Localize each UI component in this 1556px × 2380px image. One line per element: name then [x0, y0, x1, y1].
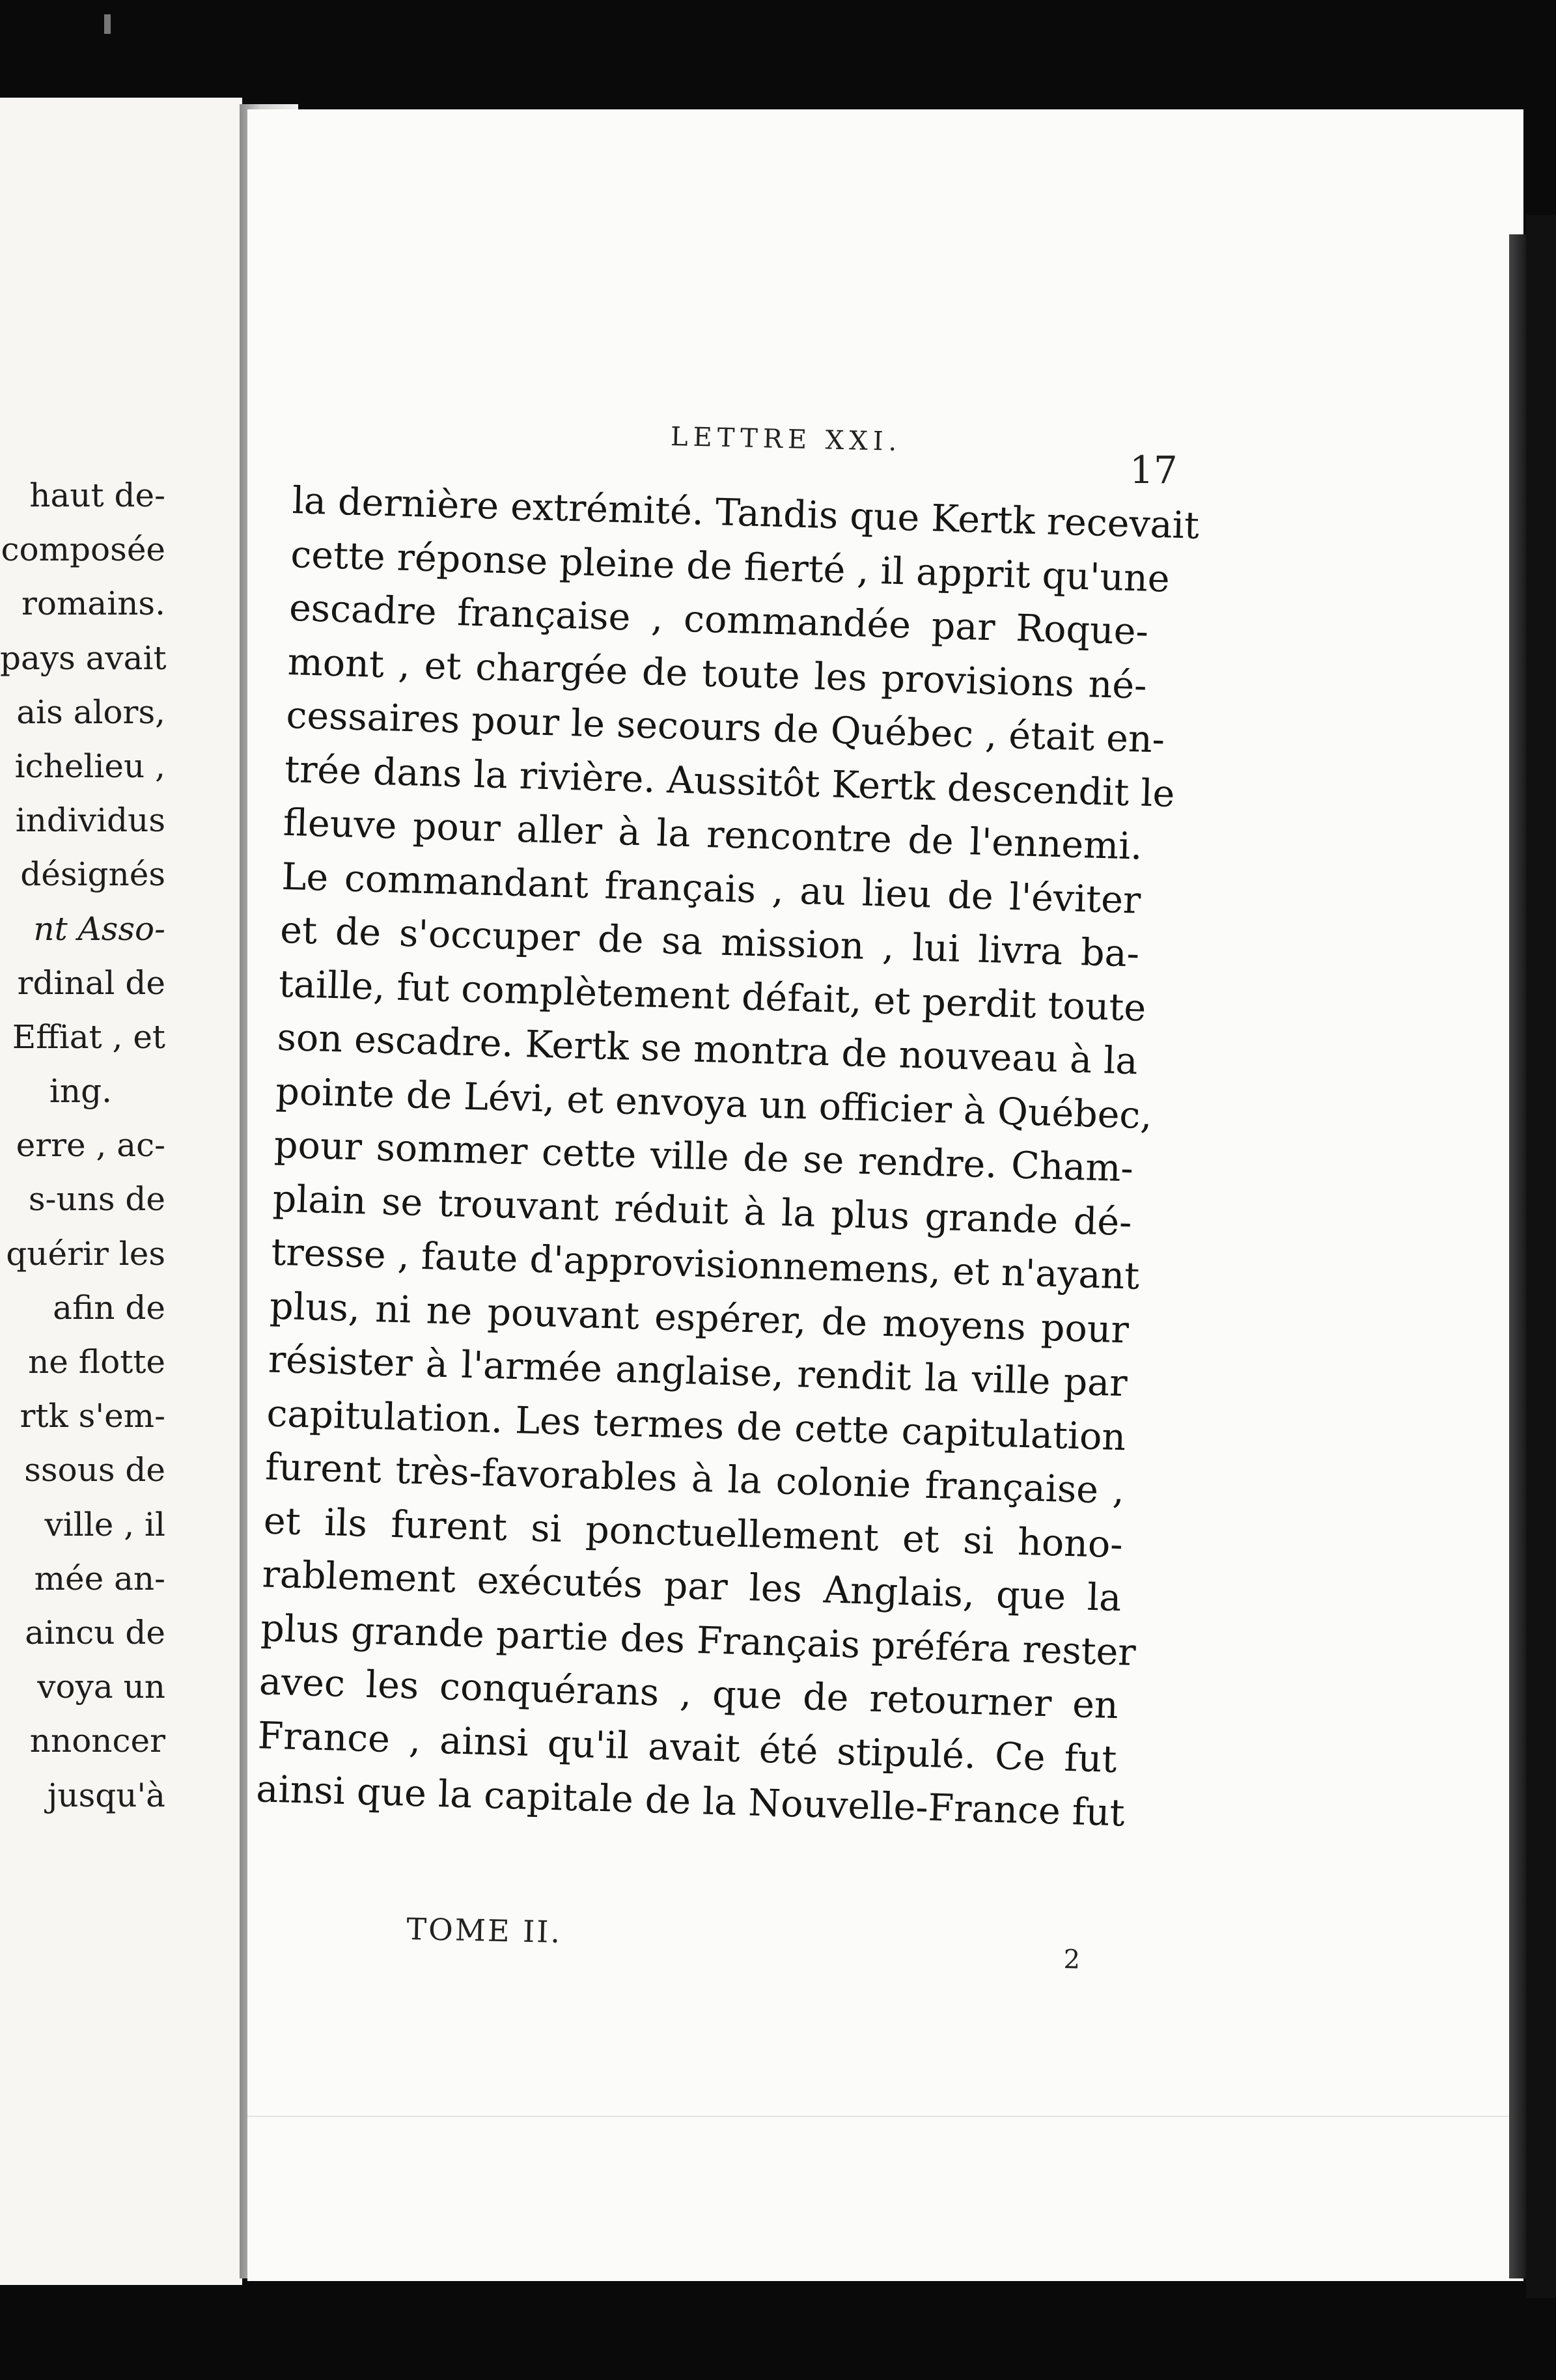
text-line: trée dans la rivière. Aussitôt Kertk descendit le [284, 747, 1176, 816]
left-text-line: aincu de [25, 1613, 165, 1652]
text-line: escadre française , commandée par Roque- [288, 586, 1149, 654]
left-facing-page [0, 98, 242, 2285]
text-line: mont , et chargée de toute les provisions né- [287, 640, 1148, 708]
text-line: la dernière extrémité. Tandis que Kertk recevait [291, 478, 1200, 547]
text-line: et ils furent si ponctuellement et si hono- [263, 1499, 1124, 1566]
page-number: 17 [1130, 448, 1178, 492]
text-line: pointe de Lévi, et envoya un officier à Québec, [275, 1070, 1153, 1137]
left-text-line: erre , ac- [16, 1126, 165, 1165]
text-line: plus, ni ne pouvant espérer, de moyens pour [269, 1284, 1130, 1351]
text-line: et de s'occuper de sa mission , lui livra ba- [279, 908, 1140, 976]
left-text-line: pays avait [0, 639, 167, 677]
text-line: France , ainsi qu'il avait été stipulé. Ce fut [257, 1713, 1118, 1781]
text-line: tresse , faute d'approvisionnemens, et n'ayant [270, 1230, 1141, 1298]
text-line: Le commandant français , au lieu de l'éviter [281, 855, 1142, 922]
left-text-line: nnoncer [29, 1722, 165, 1760]
left-text-line: mée an- [34, 1559, 165, 1598]
text-line: cette réponse pleine de fierté , il apprit qu'une [290, 533, 1171, 601]
text-line: taille, fut complètement défait, et perdit toute [278, 962, 1147, 1030]
volume-label: TOME II. [406, 1911, 563, 1950]
left-text-line: jusqu'à [47, 1776, 165, 1814]
text-line: furent très-favorables à la colonie française , [264, 1445, 1125, 1513]
left-text-line: individus [15, 801, 165, 840]
text-line: avec les conquérans , que de retourner en [258, 1660, 1119, 1728]
left-text-line: voya un [37, 1668, 165, 1706]
text-line: capitulation. Les termes de cette capitulation [266, 1391, 1127, 1459]
text-line: rablement exécutés par les Anglais, que la [261, 1553, 1122, 1620]
scan-mark [104, 14, 111, 34]
text-line: plus grande partie des Français préféra rester [260, 1606, 1137, 1674]
text-line: ainsi que la capitale de la Nouvelle-France fut [255, 1767, 1126, 1835]
scan-line [247, 2116, 1523, 2117]
page-footer [406, 1911, 1155, 1979]
left-text-line: ing. [49, 1072, 112, 1111]
left-text-line: romains. [21, 585, 165, 623]
signature-mark: 2 [1063, 1944, 1081, 1975]
page-edge [1509, 234, 1526, 2278]
left-text-line: nt Asso- [33, 909, 165, 948]
right-page [247, 109, 1523, 2281]
left-text-line: haut de- [29, 477, 165, 514]
left-text-line: ais alors, [16, 693, 165, 731]
left-text-line: désignés [20, 855, 165, 894]
left-text-line: rtk s'em- [20, 1397, 165, 1435]
left-page-text [0, 469, 242, 1823]
body-text [255, 474, 1200, 1840]
left-text-line: ne flotte [28, 1343, 165, 1381]
book-cover-edge [1526, 215, 1556, 2298]
text-line: résister à l'armée anglaise, rendit la ville par [268, 1338, 1128, 1405]
left-text-line: Effiat , et [12, 1017, 165, 1056]
text-line: son escadre. Kertk se montra de nouveau à la [276, 1016, 1139, 1083]
left-text-line: rdinal de [17, 963, 165, 1002]
left-text-line: quérir les [6, 1234, 165, 1273]
text-line: plain se trouvant réduit à la plus grande dé- [271, 1177, 1133, 1244]
left-text-line: ssous de [24, 1451, 165, 1489]
left-text-line: ville , il [44, 1505, 165, 1543]
running-header: LETTRE XXI. [670, 422, 902, 458]
text-line: cessaires pour le secours de Québec , était en- [285, 693, 1165, 762]
text-line: pour sommer cette ville de se rendre. Cham- [273, 1123, 1134, 1191]
left-text-line: s-uns de [28, 1180, 165, 1219]
left-text-line: afin de [53, 1288, 165, 1327]
left-text-line: composée [1, 531, 165, 569]
text-line: fleuve pour aller à la rencontre de l'ennemi. [283, 801, 1143, 868]
left-text-line: ichelieu , [14, 747, 165, 785]
